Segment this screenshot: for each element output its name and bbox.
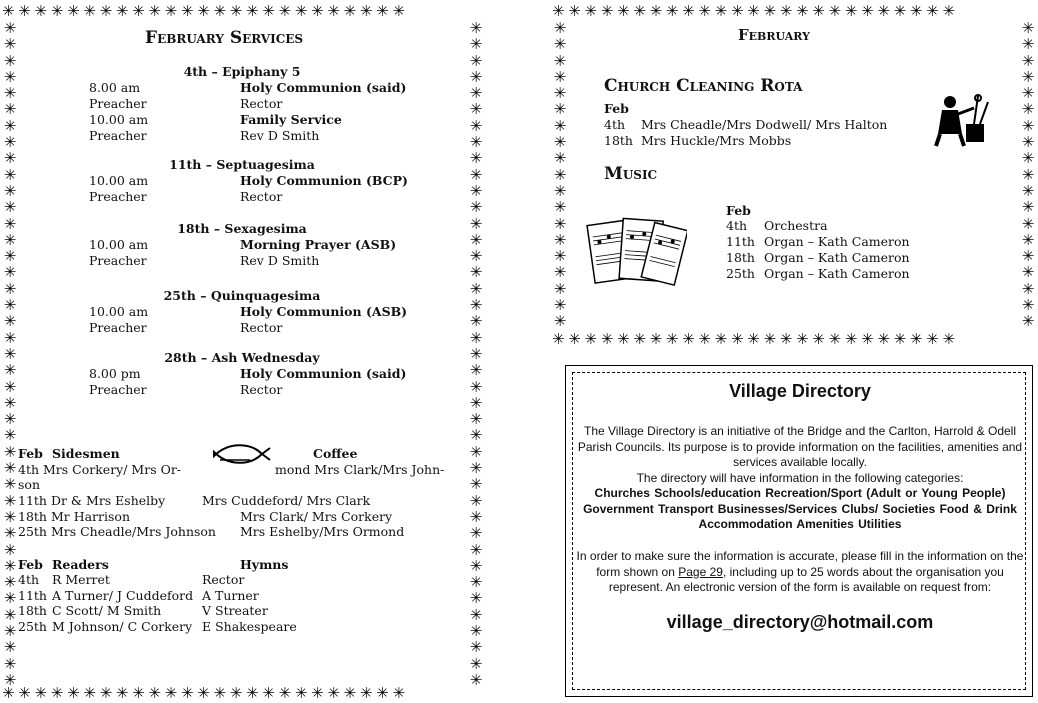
fish-icon [210,438,272,470]
preacher-name: Rev D Smith [240,128,320,143]
page-title: February Services [145,28,304,48]
service-day-heading: 25th – Quinquagesima [163,288,321,303]
page-title: February [738,26,810,44]
sidesmen-row-cont: son [18,477,40,492]
hymns-header: Hymns [240,557,289,572]
readers-header: Readers [52,557,109,572]
sidesmen-feb-header: Feb [18,446,43,461]
border-right: ✳ ✳ ✳ ✳ ✳ ✳ ✳ ✳ ✳ ✳ ✳ ✳ ✳ ✳ ✳ ✳ ✳ ✳ ✳ ✳ ✳ ✳ ✳ ✳ ✳ ✳ ✳ ✳ ✳ ✳ ✳ ✳ ✳ ✳ ✳ ✳ ✳ ✳ ✳ ✳ ✳ [469,20,483,688]
preacher-label: Preacher [89,128,147,143]
border-bottom: ✳✳✳✳✳✳✳✳✳✳✳✳✳✳✳✳✳✳✳✳✳✳✳✳✳ [552,332,959,347]
preacher-label: Preacher [89,320,147,335]
directory-title: Village Directory [729,381,871,401]
service-day-heading: 28th – Ash Wednesday [164,350,320,365]
border-left: ✳ ✳ ✳ ✳ ✳ ✳ ✳ ✳ ✳ ✳ ✳ ✳ ✳ ✳ ✳ ✳ ✳ ✳ ✳ [553,20,567,331]
sidesmen-header: Sidesmen [52,446,120,461]
directory-email[interactable]: village_directory@hotmail.com [666,612,934,632]
preacher-name: Rector [240,189,283,204]
service-name: Holy Communion (BCP) [240,173,408,188]
coffee-row: Mrs Eshelby/Mrs Ormond [240,524,405,539]
hymn-chooser: Rector [202,572,245,587]
preacher-label: Preacher [89,382,147,397]
hymn-chooser: V Streater [202,603,268,618]
reader-names: A Turner/ J Cuddeford [52,587,194,603]
hymn-chooser: A Turner [202,587,259,603]
readers-feb-header: Feb [18,557,43,572]
coffee-row: Mrs Cuddeford/ Mrs Clark [202,493,371,508]
cleaning-feb-label: Feb [604,101,629,116]
cleaning-rota-title: Church Cleaning Rota [604,76,803,96]
instructions-text: In order to make sure the information is accurate, please fill in the information on the form shown on [576,549,1024,579]
preacher-name: Rev D Smith [240,253,320,268]
cleaning-date: 18th [604,132,633,148]
music-date: 18th [726,250,755,265]
service-time: 10.00 am [89,237,149,252]
service-time: 8.00 am [89,80,141,95]
service-name: Holy Communion (said) [240,366,407,381]
service-day-heading: 4th – Epiphany 5 [183,64,301,79]
music-feb-label: Feb [726,203,751,218]
music-entry: Organ – Kath Cameron [764,234,910,249]
music-entry: Orchestra [764,218,828,233]
reader-names: M Johnson/ C Corkery [52,618,193,634]
hymn-chooser: E Shakespeare [202,618,297,634]
border-left: ✳ ✳ ✳ ✳ ✳ ✳ ✳ ✳ ✳ ✳ ✳ ✳ ✳ ✳ ✳ ✳ ✳ ✳ ✳ ✳ ✳ ✳ ✳ ✳ ✳ ✳ ✳ ✳ ✳ ✳ ✳ ✳ ✳ ✳ ✳ ✳ ✳ ✳ ✳ ✳ ✳ [3,20,17,688]
reader-date: 18th [18,603,47,618]
service-day-heading: 11th – Septuagesima [169,157,315,172]
music-date: 11th [726,234,755,249]
cleaning-names: Mrs Cheadle/Mrs Dodwell/ Mrs Halton [641,117,888,132]
reader-names: R Merret [52,572,110,587]
border-top: ✳✳✳✳✳✳✳✳✳✳✳✳✳✳✳✳✳✳✳✳✳✳✳✳✳ [552,4,959,19]
preacher-label: Preacher [89,96,147,111]
music-entry: Organ – Kath Cameron [764,250,910,265]
service-time: 10.00 am [89,173,149,188]
preacher-name: Rector [240,382,283,397]
coffee-row: Mrs Clark/ Mrs Corkery [240,509,393,524]
reader-date: 11th [18,587,47,603]
border-bottom: ✳✳✳✳✳✳✳✳✳✳✳✳✳✳✳✳✳✳✳✳✳✳✳✳✳ [2,686,409,701]
preacher-label: Preacher [89,189,147,204]
preacher-name: Rector [240,320,283,335]
service-time: 10.00 am [89,304,149,319]
sidesmen-row: 18th Mr Harrison [18,509,130,524]
page-29-link[interactable]: Page 29 [678,564,723,579]
preacher-label: Preacher [89,253,147,268]
directory-categories: Churches Schools/education Recreation/Sport (Adult or Young People) Government Transport Businesses/Services Clubs/ Societies Food & Drink Accommodation Amenities Utilities [583,486,1017,531]
preacher-name: Rector [240,96,283,111]
border-top: ✳✳✳✳✳✳✳✳✳✳✳✳✳✳✳✳✳✳✳✳✳✳✳✳✳ [2,4,409,19]
instructions-text-cont: , including up to 25 words about the organisation you represent. An electronic version of the form is available on request from: [608,564,1004,594]
sidesmen-row: 25th Mrs Cheadle/Mrs Johnson [18,524,216,539]
directory-categories-intro: The directory will have information in the following categories: [636,471,964,485]
service-day-heading: 18th – Sexagesima [177,221,307,236]
service-time: 8.00 pm [89,366,141,381]
coffee-header: Coffee [313,446,358,461]
directory-intro: The Village Directory is an initiative of the Bridge and the Carlton, Harrold & Odell Parish Councils. Its purpose is to provide information on the facilities, amenities and services available locally. [577,424,1023,469]
coffee-row: mond Mrs Clark/Mrs John- [275,462,445,477]
reader-names: C Scott/ M Smith [52,603,162,618]
sheet-music-icon [585,212,687,290]
service-time: 10.00 am [89,112,149,127]
service-name: Morning Prayer (ASB) [240,237,397,252]
music-title: Music [604,164,658,184]
sidesmen-row: 11th Dr & Mrs Eshelby [18,493,166,508]
border-right: ✳ ✳ ✳ ✳ ✳ ✳ ✳ ✳ ✳ ✳ ✳ ✳ ✳ ✳ ✳ ✳ ✳ ✳ ✳ [1021,20,1035,331]
cleaning-names: Mrs Huckle/Mrs Mobbs [641,132,792,148]
reader-date: 25th [18,618,47,634]
cleaning-date: 4th [604,117,626,132]
service-name: Family Service [240,112,342,127]
music-entry: Organ – Kath Cameron [764,266,910,281]
cleaner-icon [930,90,992,152]
service-name: Holy Communion (ASB) [240,304,408,319]
service-name: Holy Communion (said) [240,80,407,95]
sidesmen-row: 4th Mrs Corkery/ Mrs Or- [18,462,182,477]
directory-instructions [575,549,1025,596]
music-date: 25th [726,266,755,281]
reader-date: 4th [18,572,40,587]
music-date: 4th [726,218,748,233]
